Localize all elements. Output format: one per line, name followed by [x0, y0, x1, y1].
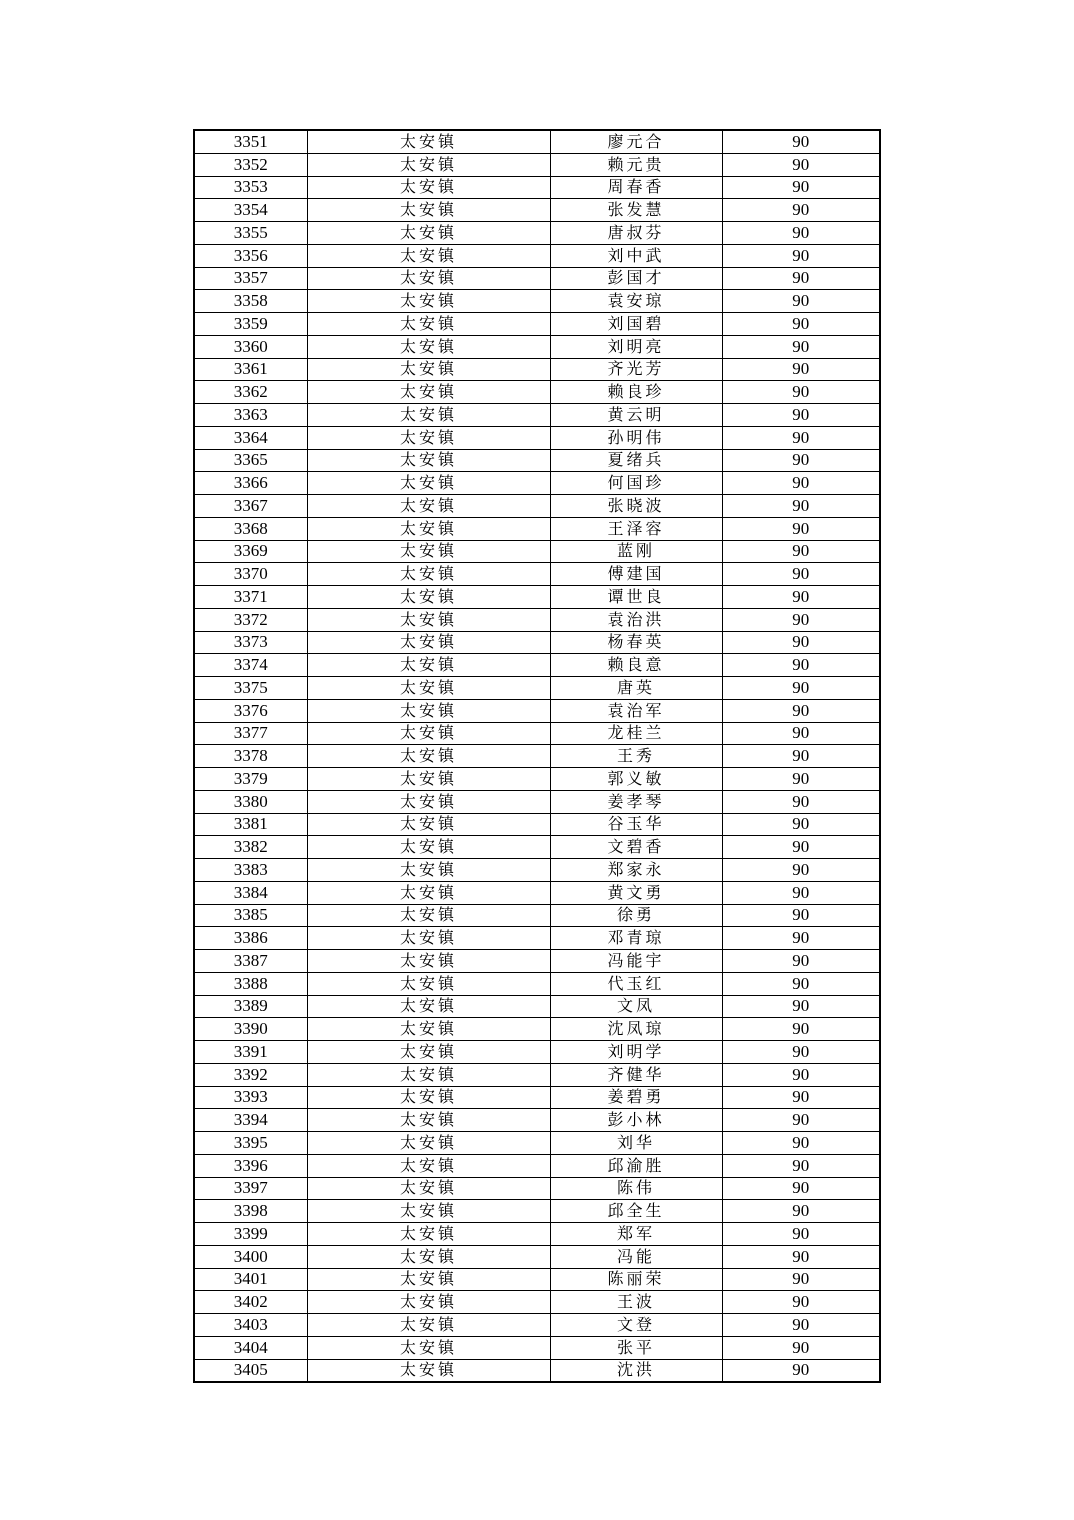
name-cell: 代玉红 [550, 972, 722, 995]
table-row [194, 381, 880, 404]
amount-cell: 90 [722, 381, 880, 404]
row-number-cell: 3368 [194, 517, 307, 540]
table-row [194, 881, 880, 904]
row-number-cell: 3361 [194, 358, 307, 381]
table-row [194, 1063, 880, 1086]
amount-cell: 90 [722, 1359, 880, 1382]
town-cell: 太安镇 [307, 836, 550, 859]
row-number-cell: 3399 [194, 1223, 307, 1246]
amount-cell: 90 [722, 563, 880, 586]
table-row [194, 540, 880, 563]
town-cell: 太安镇 [307, 335, 550, 358]
town-cell: 太安镇 [307, 1109, 550, 1132]
row-number-cell: 3380 [194, 790, 307, 813]
name-cell: 蓝刚 [550, 540, 722, 563]
amount-cell: 90 [722, 540, 880, 563]
town-cell: 太安镇 [307, 881, 550, 904]
row-number-cell: 3367 [194, 495, 307, 518]
name-cell: 冯能 [550, 1245, 722, 1268]
row-number-cell: 3353 [194, 176, 307, 199]
table-row [194, 335, 880, 358]
amount-cell: 90 [722, 335, 880, 358]
row-number-cell: 3358 [194, 290, 307, 313]
amount-cell: 90 [722, 1314, 880, 1337]
town-cell: 太安镇 [307, 1018, 550, 1041]
row-number-cell: 3402 [194, 1291, 307, 1314]
row-number-cell: 3359 [194, 313, 307, 336]
table-row [194, 404, 880, 427]
amount-cell: 90 [722, 677, 880, 700]
name-cell: 刘国碧 [550, 313, 722, 336]
amount-cell: 90 [722, 1245, 880, 1268]
town-cell: 太安镇 [307, 972, 550, 995]
town-cell: 太安镇 [307, 472, 550, 495]
town-cell: 太安镇 [307, 677, 550, 700]
row-number-cell: 3363 [194, 404, 307, 427]
town-cell: 太安镇 [307, 790, 550, 813]
table-row [194, 1154, 880, 1177]
row-number-cell: 3381 [194, 813, 307, 836]
amount-cell: 90 [722, 267, 880, 290]
town-cell: 太安镇 [307, 654, 550, 677]
name-cell: 张晓波 [550, 495, 722, 518]
table-row [194, 677, 880, 700]
amount-cell: 90 [722, 130, 880, 153]
name-cell: 刘明学 [550, 1041, 722, 1064]
amount-cell: 90 [722, 881, 880, 904]
amount-cell: 90 [722, 1223, 880, 1246]
town-cell: 太安镇 [307, 1245, 550, 1268]
town-cell: 太安镇 [307, 859, 550, 882]
amount-cell: 90 [722, 1200, 880, 1223]
town-cell: 太安镇 [307, 426, 550, 449]
name-cell: 张平 [550, 1336, 722, 1359]
row-number-cell: 3388 [194, 972, 307, 995]
amount-cell: 90 [722, 290, 880, 313]
row-number-cell: 3397 [194, 1177, 307, 1200]
town-cell: 太安镇 [307, 381, 550, 404]
town-cell: 太安镇 [307, 699, 550, 722]
table-row [194, 722, 880, 745]
row-number-cell: 3354 [194, 199, 307, 222]
amount-cell: 90 [722, 586, 880, 609]
table-row [194, 1177, 880, 1200]
row-number-cell: 3387 [194, 950, 307, 973]
table-row [194, 290, 880, 313]
amount-cell: 90 [722, 313, 880, 336]
row-number-cell: 3376 [194, 699, 307, 722]
town-cell: 太安镇 [307, 1336, 550, 1359]
table-row [194, 1291, 880, 1314]
table-row [194, 768, 880, 791]
town-cell: 太安镇 [307, 745, 550, 768]
town-cell: 太安镇 [307, 1086, 550, 1109]
row-number-cell: 3390 [194, 1018, 307, 1041]
name-cell: 刘明亮 [550, 335, 722, 358]
row-number-cell: 3370 [194, 563, 307, 586]
table-row [194, 608, 880, 631]
name-cell: 谷玉华 [550, 813, 722, 836]
amount-cell: 90 [722, 813, 880, 836]
amount-cell: 90 [722, 972, 880, 995]
table-row [194, 631, 880, 654]
town-cell: 太安镇 [307, 995, 550, 1018]
table-row [194, 199, 880, 222]
table-row [194, 472, 880, 495]
row-number-cell: 3356 [194, 244, 307, 267]
row-number-cell: 3383 [194, 859, 307, 882]
name-cell: 赖元贵 [550, 153, 722, 176]
amount-cell: 90 [722, 449, 880, 472]
row-number-cell: 3382 [194, 836, 307, 859]
name-cell: 张发慧 [550, 199, 722, 222]
table-row [194, 859, 880, 882]
table-row [194, 1200, 880, 1223]
name-cell: 袁治军 [550, 699, 722, 722]
table-row [194, 1314, 880, 1337]
town-cell: 太安镇 [307, 1314, 550, 1337]
town-cell: 太安镇 [307, 1177, 550, 1200]
town-cell: 太安镇 [307, 1132, 550, 1155]
name-cell: 赖良意 [550, 654, 722, 677]
amount-cell: 90 [722, 859, 880, 882]
name-cell: 陈伟 [550, 1177, 722, 1200]
town-cell: 太安镇 [307, 927, 550, 950]
amount-cell: 90 [722, 1086, 880, 1109]
amount-cell: 90 [722, 790, 880, 813]
table-row [194, 1223, 880, 1246]
name-cell: 沈洪 [550, 1359, 722, 1382]
table-row [194, 745, 880, 768]
town-cell: 太安镇 [307, 563, 550, 586]
row-number-cell: 3351 [194, 130, 307, 153]
row-number-cell: 3357 [194, 267, 307, 290]
name-cell: 何国珍 [550, 472, 722, 495]
amount-cell: 90 [722, 176, 880, 199]
name-cell: 郑军 [550, 1223, 722, 1246]
town-cell: 太安镇 [307, 222, 550, 245]
amount-cell: 90 [722, 608, 880, 631]
amount-cell: 90 [722, 1291, 880, 1314]
town-cell: 太安镇 [307, 540, 550, 563]
table-row [194, 699, 880, 722]
name-cell: 王泽容 [550, 517, 722, 540]
town-cell: 太安镇 [307, 1041, 550, 1064]
town-cell: 太安镇 [307, 586, 550, 609]
name-cell: 郑家永 [550, 859, 722, 882]
row-number-cell: 3379 [194, 768, 307, 791]
row-number-cell: 3389 [194, 995, 307, 1018]
name-cell: 姜碧勇 [550, 1086, 722, 1109]
row-number-cell: 3371 [194, 586, 307, 609]
name-cell: 徐勇 [550, 904, 722, 927]
table-row [194, 426, 880, 449]
row-number-cell: 3384 [194, 881, 307, 904]
amount-cell: 90 [722, 244, 880, 267]
town-cell: 太安镇 [307, 267, 550, 290]
name-cell: 王秀 [550, 745, 722, 768]
name-cell: 刘中武 [550, 244, 722, 267]
name-cell: 唐英 [550, 677, 722, 700]
name-cell: 陈丽荣 [550, 1268, 722, 1291]
amount-cell: 90 [722, 631, 880, 654]
town-cell: 太安镇 [307, 1359, 550, 1382]
amount-cell: 90 [722, 1018, 880, 1041]
amount-cell: 90 [722, 995, 880, 1018]
name-cell: 谭世良 [550, 586, 722, 609]
amount-cell: 90 [722, 927, 880, 950]
name-cell: 邓青琼 [550, 927, 722, 950]
table-row [194, 517, 880, 540]
table-row [194, 654, 880, 677]
town-cell: 太安镇 [307, 1291, 550, 1314]
town-cell: 太安镇 [307, 244, 550, 267]
roster-table [193, 129, 881, 1383]
row-number-cell: 3360 [194, 335, 307, 358]
row-number-cell: 3362 [194, 381, 307, 404]
row-number-cell: 3372 [194, 608, 307, 631]
name-cell: 袁治洪 [550, 608, 722, 631]
row-number-cell: 3352 [194, 153, 307, 176]
town-cell: 太安镇 [307, 813, 550, 836]
amount-cell: 90 [722, 426, 880, 449]
town-cell: 太安镇 [307, 290, 550, 313]
town-cell: 太安镇 [307, 768, 550, 791]
name-cell: 彭国才 [550, 267, 722, 290]
row-number-cell: 3405 [194, 1359, 307, 1382]
amount-cell: 90 [722, 472, 880, 495]
name-cell: 刘华 [550, 1132, 722, 1155]
row-number-cell: 3366 [194, 472, 307, 495]
table-row [194, 1109, 880, 1132]
name-cell: 王波 [550, 1291, 722, 1314]
town-cell: 太安镇 [307, 1268, 550, 1291]
town-cell: 太安镇 [307, 517, 550, 540]
town-cell: 太安镇 [307, 404, 550, 427]
row-number-cell: 3373 [194, 631, 307, 654]
amount-cell: 90 [722, 768, 880, 791]
town-cell: 太安镇 [307, 313, 550, 336]
row-number-cell: 3375 [194, 677, 307, 700]
table-row [194, 1086, 880, 1109]
town-cell: 太安镇 [307, 608, 550, 631]
amount-cell: 90 [722, 745, 880, 768]
name-cell: 彭小林 [550, 1109, 722, 1132]
town-cell: 太安镇 [307, 722, 550, 745]
table-row [194, 176, 880, 199]
table-row [194, 313, 880, 336]
row-number-cell: 3386 [194, 927, 307, 950]
name-cell: 袁安琼 [550, 290, 722, 313]
town-cell: 太安镇 [307, 1063, 550, 1086]
row-number-cell: 3364 [194, 426, 307, 449]
table-row [194, 972, 880, 995]
amount-cell: 90 [722, 699, 880, 722]
row-number-cell: 3374 [194, 654, 307, 677]
amount-cell: 90 [722, 1041, 880, 1064]
name-cell: 文凤 [550, 995, 722, 1018]
name-cell: 齐光芳 [550, 358, 722, 381]
row-number-cell: 3395 [194, 1132, 307, 1155]
name-cell: 周春香 [550, 176, 722, 199]
amount-cell: 90 [722, 1109, 880, 1132]
table-row [194, 836, 880, 859]
name-cell: 廖元合 [550, 130, 722, 153]
name-cell: 齐健华 [550, 1063, 722, 1086]
name-cell: 邱全生 [550, 1200, 722, 1223]
row-number-cell: 3393 [194, 1086, 307, 1109]
table-row [194, 927, 880, 950]
town-cell: 太安镇 [307, 199, 550, 222]
table-row [194, 790, 880, 813]
town-cell: 太安镇 [307, 1223, 550, 1246]
town-cell: 太安镇 [307, 904, 550, 927]
roster-table-body [194, 130, 880, 1382]
name-cell: 沈凤琼 [550, 1018, 722, 1041]
row-number-cell: 3401 [194, 1268, 307, 1291]
row-number-cell: 3391 [194, 1041, 307, 1064]
name-cell: 郭义敏 [550, 768, 722, 791]
name-cell: 杨春英 [550, 631, 722, 654]
amount-cell: 90 [722, 654, 880, 677]
table-row [194, 1359, 880, 1382]
row-number-cell: 3400 [194, 1245, 307, 1268]
amount-cell: 90 [722, 404, 880, 427]
amount-cell: 90 [722, 517, 880, 540]
amount-cell: 90 [722, 1336, 880, 1359]
row-number-cell: 3396 [194, 1154, 307, 1177]
amount-cell: 90 [722, 358, 880, 381]
town-cell: 太安镇 [307, 495, 550, 518]
amount-cell: 90 [722, 904, 880, 927]
amount-cell: 90 [722, 222, 880, 245]
amount-cell: 90 [722, 153, 880, 176]
town-cell: 太安镇 [307, 153, 550, 176]
amount-cell: 90 [722, 722, 880, 745]
town-cell: 太安镇 [307, 631, 550, 654]
row-number-cell: 3355 [194, 222, 307, 245]
town-cell: 太安镇 [307, 358, 550, 381]
row-number-cell: 3377 [194, 722, 307, 745]
amount-cell: 90 [722, 199, 880, 222]
table-row [194, 153, 880, 176]
table-row [194, 586, 880, 609]
amount-cell: 90 [722, 1063, 880, 1086]
row-number-cell: 3369 [194, 540, 307, 563]
amount-cell: 90 [722, 1177, 880, 1200]
name-cell: 龙桂兰 [550, 722, 722, 745]
name-cell: 邱渝胜 [550, 1154, 722, 1177]
table-row [194, 563, 880, 586]
table-row [194, 244, 880, 267]
table-row [194, 1132, 880, 1155]
row-number-cell: 3385 [194, 904, 307, 927]
amount-cell: 90 [722, 1268, 880, 1291]
table-row [194, 1336, 880, 1359]
row-number-cell: 3403 [194, 1314, 307, 1337]
town-cell: 太安镇 [307, 176, 550, 199]
table-row [194, 1018, 880, 1041]
name-cell: 黄云明 [550, 404, 722, 427]
table-row [194, 130, 880, 153]
name-cell: 冯能宇 [550, 950, 722, 973]
name-cell: 夏绪兵 [550, 449, 722, 472]
table-row [194, 813, 880, 836]
table-row [194, 358, 880, 381]
amount-cell: 90 [722, 950, 880, 973]
name-cell: 黄文勇 [550, 881, 722, 904]
name-cell: 赖良珍 [550, 381, 722, 404]
amount-cell: 90 [722, 495, 880, 518]
town-cell: 太安镇 [307, 1200, 550, 1223]
row-number-cell: 3394 [194, 1109, 307, 1132]
name-cell: 文碧香 [550, 836, 722, 859]
table-row [194, 1268, 880, 1291]
town-cell: 太安镇 [307, 449, 550, 472]
amount-cell: 90 [722, 1132, 880, 1155]
name-cell: 孙明伟 [550, 426, 722, 449]
table-row [194, 495, 880, 518]
name-cell: 文登 [550, 1314, 722, 1337]
amount-cell: 90 [722, 1154, 880, 1177]
table-row [194, 1041, 880, 1064]
name-cell: 姜孝琴 [550, 790, 722, 813]
table-row [194, 449, 880, 472]
row-number-cell: 3365 [194, 449, 307, 472]
row-number-cell: 3392 [194, 1063, 307, 1086]
table-row [194, 1245, 880, 1268]
amount-cell: 90 [722, 836, 880, 859]
table-row [194, 267, 880, 290]
row-number-cell: 3378 [194, 745, 307, 768]
table-row [194, 222, 880, 245]
row-number-cell: 3404 [194, 1336, 307, 1359]
town-cell: 太安镇 [307, 130, 550, 153]
name-cell: 傅建国 [550, 563, 722, 586]
table-row [194, 995, 880, 1018]
row-number-cell: 3398 [194, 1200, 307, 1223]
town-cell: 太安镇 [307, 1154, 550, 1177]
town-cell: 太安镇 [307, 950, 550, 973]
table-row [194, 904, 880, 927]
name-cell: 唐叔芬 [550, 222, 722, 245]
table-row [194, 950, 880, 973]
